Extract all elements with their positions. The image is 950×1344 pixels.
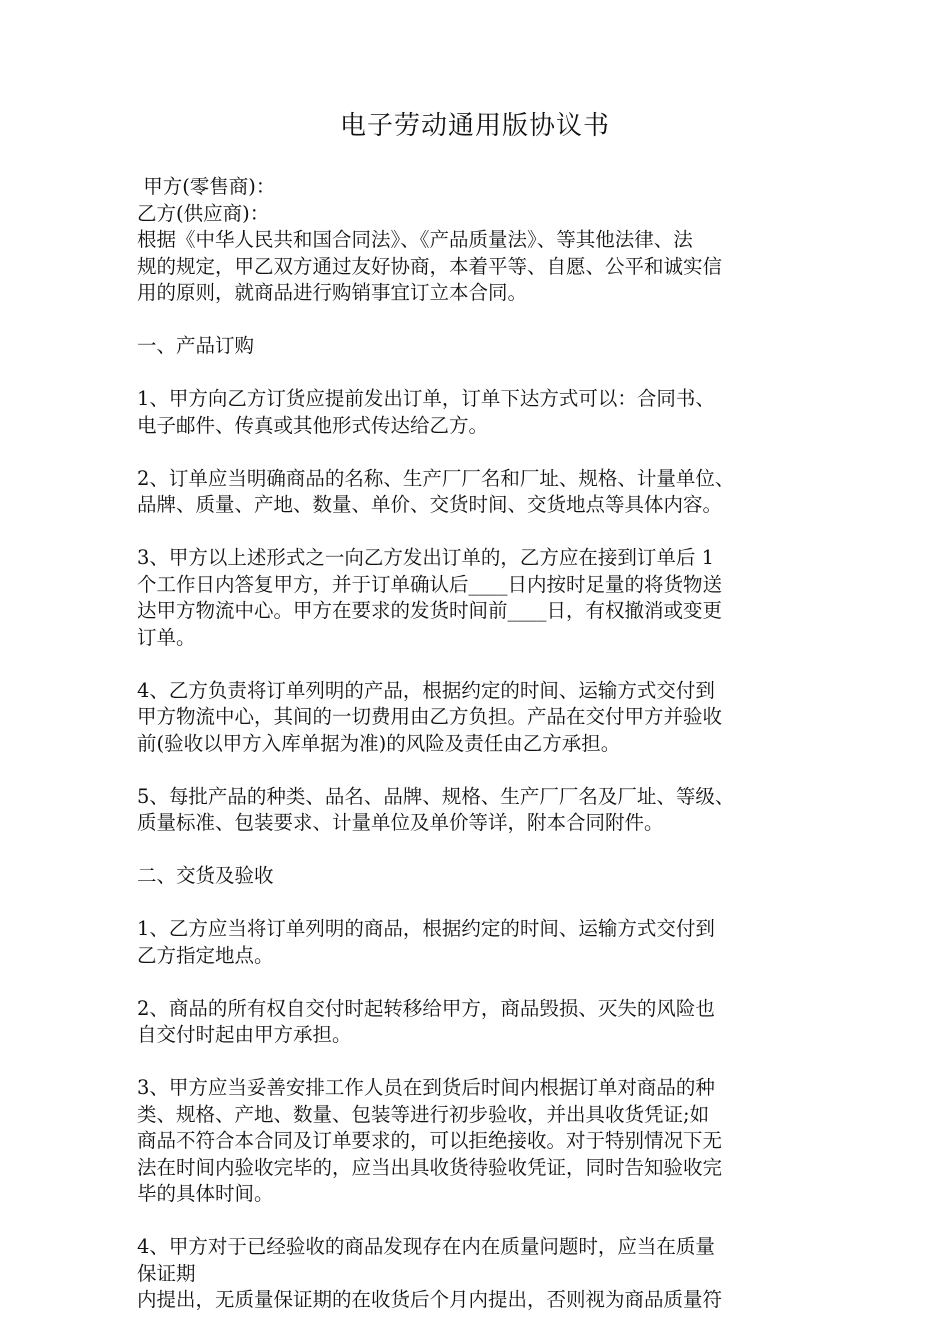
body-text-line: 5、每批产品的种类、品名、品牌、规格、生产厂厂名及厂址、等级、 (137, 784, 735, 808)
body-text-line: 电子邮件、传真或其他形式传达给乙方。 (137, 413, 489, 437)
body-text-line: 乙方指定地点。 (137, 943, 274, 967)
body-text-line: 甲方物流中心，其间的一切费用由乙方负担。产品在交付甲方并验收 (137, 705, 723, 728)
blank-line (137, 1049, 837, 1076)
blank-line (137, 360, 837, 387)
body-text-line: 3、甲方应当妥善安排工作人员在到货后时间内根据订单对商品的种 (137, 1076, 715, 1099)
section-heading: 二、交货及验收 (137, 864, 274, 887)
body-text-line: 内提出，无质量保证期的在收货后个月内提出，否则视为商品质量符 (137, 1288, 723, 1311)
blank-line (137, 969, 837, 996)
body-text-line: 质量标准、包装要求、计量单位及单价等详，附本合同附件。 (137, 811, 664, 834)
blank-line (137, 837, 837, 864)
body-text-line: 1、乙方应当将订单列明的商品，根据约定的时间、运输方式交付到 (137, 917, 715, 940)
body-text-line: 4、乙方负责将订单列明的产品，根据约定的时间、运输方式交付到 (137, 678, 715, 702)
body-text-line: 品牌、质量、产地、数量、单价、交货时间、交货地点等具体内容。 (137, 493, 723, 516)
body-text-line: 自交付时起由甲方承担。 (137, 1023, 352, 1046)
body-text-line: 前(验收以甲方入库单据为准)的风险及责任由乙方承担。 (137, 731, 621, 755)
document-body (137, 174, 837, 1314)
blank-line (137, 439, 837, 466)
body-text-line: 类、规格、产地、数量、包装等进行初步验收，并出具收货凭证;如 (137, 1102, 710, 1126)
document-title: 电子劳动通用版协议书 (339, 111, 610, 141)
body-text-line: 4、甲方对于已经验收的商品发现存在内在质量问题时，应当在质量 (137, 1235, 715, 1258)
body-text-line: 乙方(供应商)： (137, 201, 270, 225)
body-text-line: 甲方(零售商)： (137, 175, 276, 198)
body-text-line: 3、甲方以上述形式之一向乙方发出订单的，乙方应在接到订单后 1 (137, 546, 715, 569)
body-text-line: 根据《中华人民共和国合同法》、《产品质量法》、等其他法律、法 (137, 228, 693, 251)
body-text-line: 保证期 (137, 1261, 196, 1285)
blank-line (137, 307, 837, 334)
section-heading: 一、产品订购 (137, 334, 255, 357)
body-text-line: 毕的具体时间。 (137, 1182, 274, 1205)
body-text-line: 规的规定，甲乙双方通过友好协商，本着平等、自愿、公平和诚实信 (137, 254, 723, 278)
blank-line (137, 757, 837, 784)
body-text-line: 个工作日内答复甲方，并于订单确认后____日内按时足量的将货物送 (137, 572, 723, 596)
body-text-line: 法在时间内验收完毕的，应当出具收货待验收凭证，同时告知验收完 (137, 1155, 723, 1179)
body-text-line: 商品不符合本合同及订单要求的，可以拒绝接收。对于特别情况下无 (137, 1129, 723, 1152)
body-text-line: 1、甲方向乙方订货应提前发出订单，订单下达方式可以：合同书、 (137, 387, 715, 410)
blank-line (137, 519, 837, 546)
body-text-line: 2、订单应当明确商品的名称、生产厂厂名和厂址、规格、计量单位、 (137, 466, 735, 490)
blank-line (137, 1208, 837, 1235)
body-text-line: 订单。 (137, 625, 196, 649)
blank-line (137, 890, 837, 917)
body-text-line: 达甲方物流中心。甲方在要求的发货时间前____日，有权撤消或变更 (137, 599, 723, 622)
blank-line (137, 651, 837, 678)
body-text-line: 2、商品的所有权自交付时起转移给甲方，商品毁损、灭失的风险也 (137, 996, 715, 1020)
body-text-line: 用的原则，就商品进行购销事宜订立本合同。 (137, 281, 528, 304)
